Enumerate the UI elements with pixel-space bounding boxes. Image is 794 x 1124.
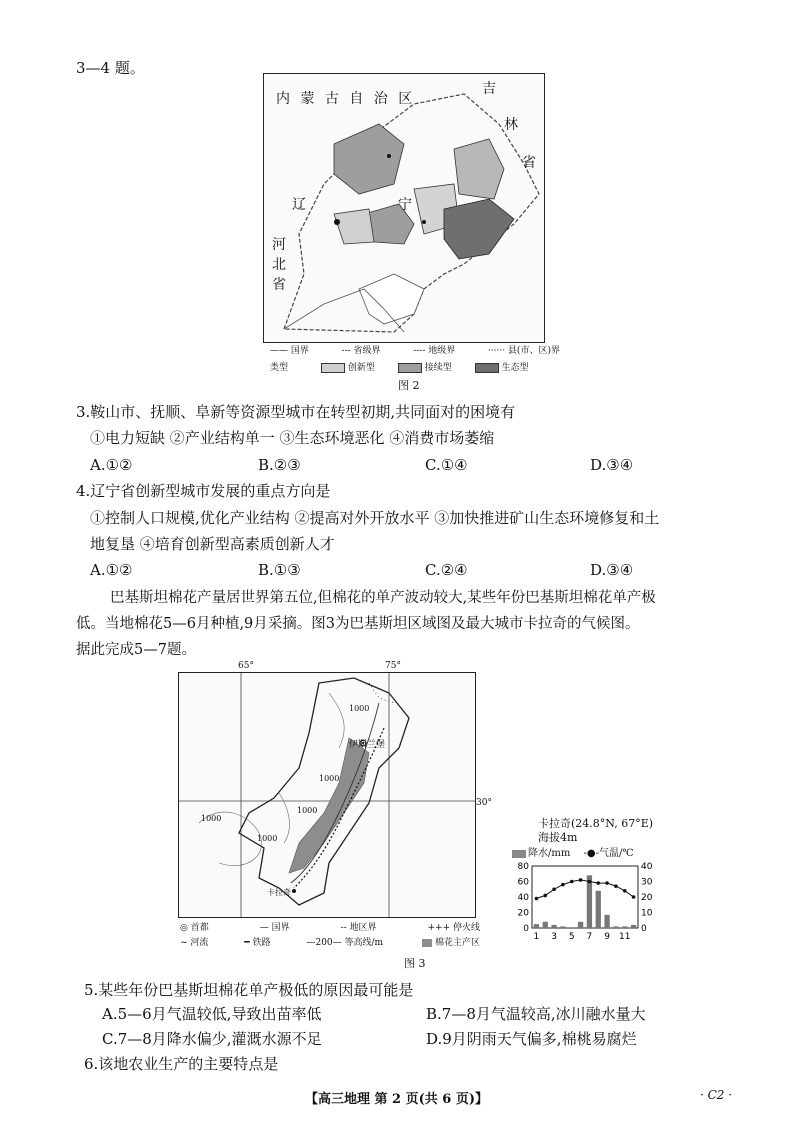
temp-point	[543, 894, 547, 898]
precip-bar	[604, 915, 609, 928]
temp-tick-label: 20	[641, 893, 653, 903]
temp-point	[605, 881, 609, 885]
label-ning: 宁	[398, 197, 412, 213]
precip-bar	[569, 927, 574, 928]
label-jilin-3: 省	[522, 155, 536, 171]
climate-title: 卡拉奇(24.8°N, 67°E)	[538, 817, 654, 830]
legend-types-label: 类型	[270, 363, 289, 373]
temp-line	[536, 880, 633, 899]
q4-stem: 4.辽宁省创新型城市发展的重点方向是	[76, 482, 331, 500]
q3-items: ①电力短缺 ②产业结构单一 ③生态环境恶化 ④消费市场萎缩	[90, 429, 495, 447]
label-inner-mongolia: 内 蒙 古 自 治 区	[276, 91, 416, 107]
label-islamabad: 伊斯兰堡	[349, 740, 386, 750]
temp-tick-label: 10	[641, 908, 653, 919]
legend-county-border: ······ 县(市、区)界	[487, 346, 560, 356]
legend-railway: ━ 铁路	[244, 938, 271, 948]
fig2-caption: 图 2	[398, 379, 420, 392]
label-jilin-1: 吉	[482, 81, 496, 97]
q5-stem: 5.某些年份巴基斯坦棉花单产极低的原因最可能是	[84, 981, 414, 999]
fig3-caption: 图 3	[404, 957, 426, 970]
month-tick-label: 5	[568, 932, 575, 942]
label-hebei-2: 北	[272, 257, 286, 273]
precip-tick-label: 80	[517, 862, 529, 872]
legend-continuing: 接续型	[424, 363, 452, 373]
climate-chart-svg	[510, 862, 660, 942]
legend-river-label: 河流	[190, 938, 209, 948]
q4-option-b: B.①③	[258, 561, 301, 579]
temp-tick-label: 0	[641, 924, 647, 934]
month-tick-label: 7	[586, 932, 593, 942]
temp-legend-label: 气温/℃	[599, 848, 634, 859]
contour-label-3: 1000	[319, 774, 340, 783]
temp-point	[588, 880, 592, 884]
fig3-legend-row2	[180, 937, 480, 949]
figure-3-map	[178, 672, 476, 918]
temp-point	[614, 884, 618, 888]
legend-region-border-label: 地区界	[349, 923, 377, 933]
temp-point	[535, 897, 539, 901]
legend-ecological: 生态型	[501, 363, 529, 373]
lat-label-30: 30°	[476, 798, 492, 808]
q3-option-d: D.③④	[590, 456, 634, 474]
passage-line1: 巴基斯坦棉花产量居世界第五位,但棉花的单产波动较大,某些年份巴基斯坦棉花单产极	[110, 590, 656, 606]
climate-subtitle: 海拔4m	[538, 831, 578, 844]
q5-option-c: C.7—8月降水偏少,灌溉水源不足	[102, 1030, 322, 1048]
lon-label-65: 65°	[238, 661, 254, 671]
contour-label-2: 1000	[201, 814, 222, 823]
precip-bar	[551, 925, 556, 928]
q5-option-b: B.7—8月气温较高,冰川融水量大	[426, 1005, 646, 1023]
precip-tick-label: 60	[517, 877, 529, 888]
legend-ceasefire-label: 停火线	[452, 923, 480, 933]
legend-railway-label: 铁路	[252, 938, 271, 948]
label-jilin-2: 林	[504, 117, 518, 133]
month-tick-label: 1	[533, 932, 540, 942]
legend-cotton	[419, 937, 480, 949]
temp-point	[632, 895, 636, 899]
label-liao: 辽	[292, 197, 306, 213]
legend-border-label: 国界	[271, 923, 290, 933]
passage-line2: 低。当地棉花5—6月种植,9月采摘。图3为巴基斯坦区域图及最大城市卡拉奇的气候图。	[76, 616, 640, 632]
legend-cotton-label: 棉花主产区	[434, 938, 480, 948]
temp-point	[623, 889, 627, 893]
legend-cotton-swatch	[422, 939, 432, 947]
legend-ceasefire: +++ 停火线	[427, 923, 480, 933]
temp-point	[579, 878, 583, 882]
temp-tick-label: 40	[641, 862, 653, 872]
lon-label-75: 75°	[385, 661, 401, 671]
q5-option-a: A.5—6月气温较低,导致出苗率低	[102, 1005, 322, 1023]
legend-border: — 国界	[259, 923, 290, 933]
legend-contour-label: —200— 等高线/m	[306, 938, 384, 948]
q6-stem: 6.该地农业生产的主要特点是	[84, 1055, 279, 1073]
q3-stem: 3.鞍山市、抚顺、阜新等资源型城市在转型初期,共同面对的困境有	[76, 403, 516, 421]
pakistan-map-graphic	[179, 673, 475, 917]
contour-label-4: 1000	[297, 806, 318, 815]
temp-point	[552, 887, 556, 891]
passage-line3: 据此完成5—7题。	[76, 642, 196, 658]
legend-province-border: --- 省级界	[341, 346, 381, 356]
legend-national-border: —— 国界	[270, 346, 309, 356]
precip-bar	[560, 926, 565, 928]
footer-page-info: 【高三地理 第 2 页(共 6 页)】	[305, 1092, 489, 1107]
precip-legend-swatch	[512, 850, 526, 858]
fig2-legend-lines	[270, 345, 560, 357]
precip-bar	[622, 926, 627, 928]
precip-bar	[631, 925, 636, 928]
precip-tick-label: 40	[517, 893, 529, 903]
temp-tick-label: 30	[641, 877, 653, 888]
climate-legend	[512, 848, 634, 860]
legend-river: ~ 河流	[180, 938, 209, 948]
month-tick-label: 11	[619, 932, 631, 942]
temp-point	[561, 883, 565, 887]
contour-label-1: 1000	[349, 704, 370, 713]
precip-bar	[613, 926, 618, 928]
temp-point	[596, 881, 600, 885]
month-tick-label: 3	[551, 932, 557, 942]
legend-capital: ◎ 首都	[180, 923, 209, 933]
intro-line: 3—4 题。	[76, 59, 145, 77]
q4-option-d: D.③④	[590, 561, 634, 579]
precip-bar	[543, 922, 548, 928]
plot-frame	[532, 866, 638, 928]
q3-option-b: B.②③	[258, 456, 301, 474]
label-karachi: 卡拉奇	[267, 888, 291, 897]
legend-innovative-swatch	[321, 363, 345, 373]
legend-region-border: -- 地区界	[340, 923, 377, 933]
climate-chart	[510, 862, 660, 942]
q3-option-a: A.①②	[90, 456, 133, 474]
precip-legend-label: 降水/mm	[528, 848, 571, 859]
temp-legend-marker: -●-	[583, 848, 600, 859]
legend-ecological-swatch	[475, 363, 499, 373]
q4-option-c: C.②④	[425, 561, 468, 579]
legend-continuing-swatch	[398, 363, 422, 373]
precip-bar	[596, 891, 601, 928]
precip-tick-label: 0	[523, 924, 529, 934]
legend-innovative: 创新型	[347, 363, 375, 373]
q4-option-a: A.①②	[90, 561, 133, 579]
month-tick-label: 9	[604, 932, 610, 942]
q4-items-line2: 地复垦 ④培育创新型高素质创新人才	[90, 535, 335, 553]
label-hebei-1: 河	[272, 237, 286, 253]
fig2-legend-types	[270, 362, 560, 374]
footer-code: · C2 ·	[700, 1088, 733, 1102]
contour-label-5: 1000	[257, 834, 278, 843]
precip-bar	[534, 924, 539, 928]
figure-2-map	[263, 73, 545, 343]
label-hebei-3: 省	[272, 277, 286, 293]
q5-option-d: D.9月阴雨天气偏多,棉桃易腐烂	[426, 1030, 637, 1048]
fig3-legend-row1	[180, 922, 480, 934]
q3-option-c: C.①④	[425, 456, 468, 474]
precip-tick-label: 20	[517, 908, 529, 919]
legend-capital-label: 首都	[190, 923, 209, 933]
legend-prefecture-border: ---- 地级界	[413, 346, 456, 356]
temp-point	[570, 880, 574, 884]
q4-items-line1: ①控制人口规模,优化产业结构 ②提高对外开放水平 ③加快推进矿山生态环境修复和土	[90, 509, 660, 527]
precip-bar	[578, 922, 583, 928]
